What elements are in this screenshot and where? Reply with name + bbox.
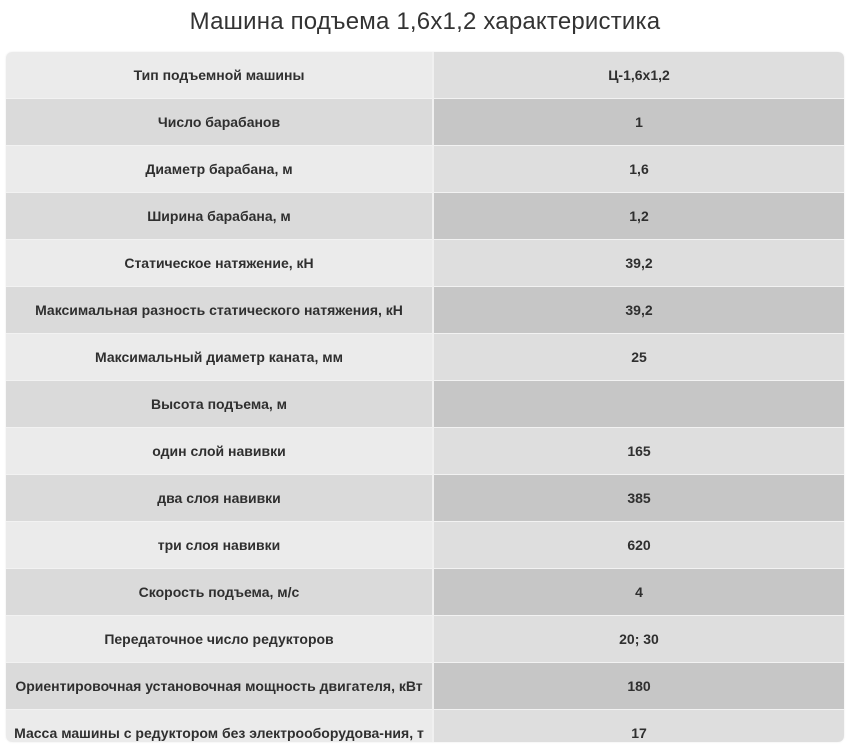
- row-value: 385: [433, 475, 844, 522]
- row-value: 25: [433, 334, 844, 381]
- table-row: [6, 193, 844, 240]
- row-value: 165: [433, 428, 844, 475]
- row-label: Статическое натяжение, кН: [6, 240, 433, 287]
- table-row: [6, 99, 844, 146]
- row-label: Масса машины с редуктором без электрооборудова-ния, т: [6, 710, 433, 743]
- row-label: Тип подъемной машины: [6, 52, 433, 99]
- row-value: 1: [433, 99, 844, 146]
- table-row: [6, 334, 844, 381]
- row-label: Максимальная разность статического натяжения, кН: [6, 287, 433, 334]
- row-label: Скорость подъема, м/с: [6, 569, 433, 616]
- row-value: 39,2: [433, 240, 844, 287]
- row-value: 620: [433, 522, 844, 569]
- row-value: 1,2: [433, 193, 844, 240]
- row-label: Диаметр барабана, м: [6, 146, 433, 193]
- table-row: [6, 287, 844, 334]
- row-label: два слоя навивки: [6, 475, 433, 522]
- table-row: [6, 522, 844, 569]
- row-label: Максимальный диаметр каната, мм: [6, 334, 433, 381]
- row-label: Высота подъема, м: [6, 381, 433, 428]
- table-row: [6, 381, 844, 428]
- row-value: 39,2: [433, 287, 844, 334]
- page-title: Машина подъема 1,6х1,2 характеристика: [189, 8, 661, 35]
- table-row: [6, 240, 844, 287]
- table-row: [6, 663, 844, 710]
- row-label: Ширина барабана, м: [6, 193, 433, 240]
- row-value: 20; 30: [433, 616, 844, 663]
- row-value: 4: [433, 569, 844, 616]
- table-row: [6, 428, 844, 475]
- row-label: один слой навивки: [6, 428, 433, 475]
- table-row: [6, 616, 844, 663]
- row-label: Число барабанов: [6, 99, 433, 146]
- row-value: Ц-1,6х1,2: [433, 52, 844, 99]
- table-row: [6, 475, 844, 522]
- table-row: [6, 569, 844, 616]
- table-row: [6, 146, 844, 193]
- table-row: [6, 52, 844, 99]
- row-value: [433, 381, 844, 428]
- row-value: 180: [433, 663, 844, 710]
- row-value: 1,6: [433, 146, 844, 193]
- table-row: [6, 710, 844, 743]
- row-label: Ориентировочная установочная мощность двигателя, кВт: [6, 663, 433, 710]
- row-label: Передаточное число редукторов: [6, 616, 433, 663]
- specs-table: [6, 52, 844, 742]
- characteristics-table: [6, 52, 844, 742]
- row-value: 17: [433, 710, 844, 743]
- row-label: три слоя навивки: [6, 522, 433, 569]
